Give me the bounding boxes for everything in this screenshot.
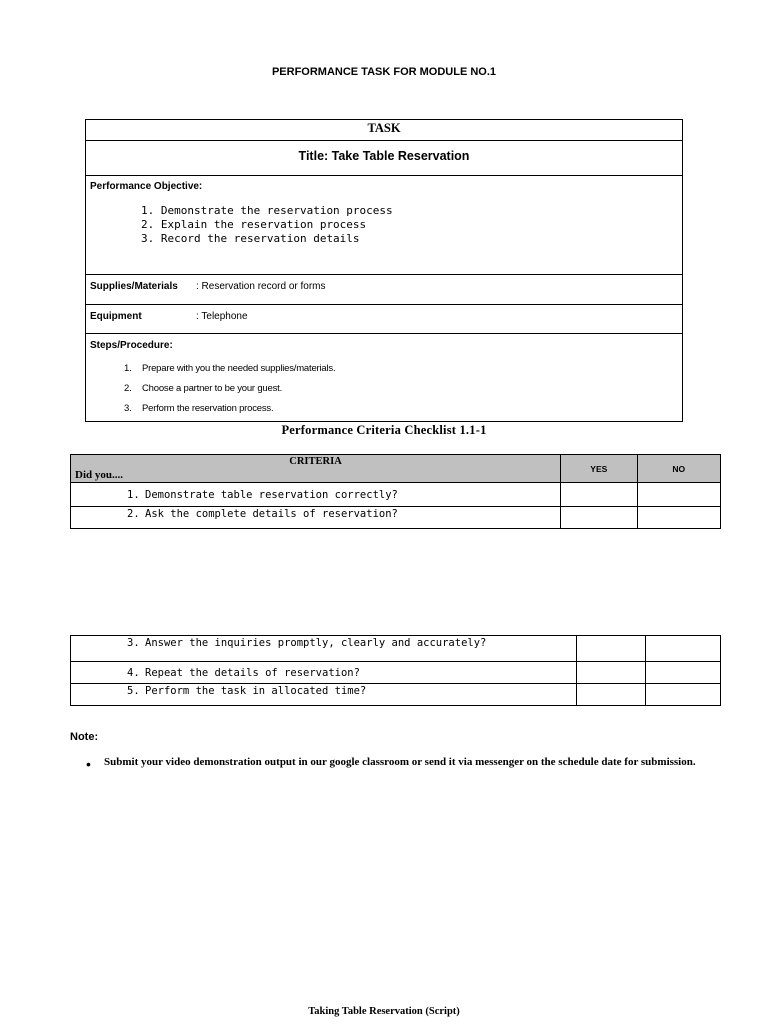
- no-checkbox-cell[interactable]: [637, 507, 720, 529]
- table-header-row: [71, 455, 721, 483]
- yes-header: YES: [561, 455, 638, 483]
- no-checkbox-cell[interactable]: [645, 684, 720, 706]
- equipment-label: Equipment: [90, 311, 142, 322]
- divider: [86, 175, 682, 176]
- criteria-header-cell: [71, 455, 561, 483]
- step-item: 3. Perform the reservation process.: [124, 403, 274, 414]
- objective-item: 1. Demonstrate the reservation process: [141, 204, 393, 217]
- checklist-table: [70, 454, 721, 529]
- task-box: [85, 119, 683, 422]
- divider: [86, 140, 682, 141]
- criteria-cell: 4. Repeat the details of reservation?: [71, 662, 577, 684]
- criteria-header: CRITERIA: [289, 456, 342, 467]
- equipment-value: : Telephone: [196, 311, 248, 322]
- no-checkbox-cell[interactable]: [637, 483, 720, 507]
- supplies-label: Supplies/Materials: [90, 281, 178, 292]
- table-row: [71, 684, 721, 706]
- document-title: PERFORMANCE TASK FOR MODULE NO.1: [271, 66, 497, 78]
- steps-label: Steps/Procedure:: [90, 340, 173, 351]
- supplies-value: : Reservation record or forms: [196, 281, 326, 292]
- table-row: [71, 507, 721, 529]
- task-heading: TASK: [367, 121, 401, 135]
- yes-checkbox-cell[interactable]: [561, 483, 638, 507]
- step-item: 2. Choose a partner to be your guest.: [124, 383, 283, 394]
- did-you-label: Did you....: [75, 469, 123, 481]
- note-label: Note:: [70, 731, 99, 743]
- task-title: Title: Take Table Reservation: [298, 149, 470, 163]
- yes-checkbox-cell[interactable]: [576, 662, 645, 684]
- objective-item: 2. Explain the reservation process: [141, 218, 367, 231]
- bullet-icon: •: [86, 756, 91, 772]
- criteria-cell: 3. Answer the inquiries promptly, clearly and accurately?: [71, 636, 577, 662]
- yes-checkbox-cell[interactable]: [576, 636, 645, 662]
- no-checkbox-cell[interactable]: [645, 662, 720, 684]
- performance-objective-label: Performance Objective:: [90, 181, 203, 192]
- footer-title: Taking Table Reservation (Script): [308, 1006, 460, 1017]
- checklist-title: Performance Criteria Checklist 1.1-1: [281, 423, 487, 437]
- divider: [86, 304, 682, 305]
- note-text: Submit your video demonstration output in our google classroom or send it via messenger on the schedule date for submission.: [104, 756, 696, 768]
- criteria-cell: 2. Ask the complete details of reservation?: [71, 507, 561, 529]
- step-item: 1. Prepare with you the needed supplies/materials.: [124, 363, 336, 374]
- criteria-cell: 5. Perform the task in allocated time?: [71, 684, 577, 706]
- divider: [86, 274, 682, 275]
- no-header: NO: [637, 455, 720, 483]
- no-checkbox-cell[interactable]: [645, 636, 720, 662]
- objective-item: 3. Record the reservation details: [141, 232, 360, 245]
- criteria-cell: 1. Demonstrate table reservation correctly?: [71, 483, 561, 507]
- table-row: [71, 662, 721, 684]
- table-row: [71, 483, 721, 507]
- divider: [86, 333, 682, 334]
- table-row: [71, 636, 721, 662]
- yes-checkbox-cell[interactable]: [561, 507, 638, 529]
- checklist-table-continued: [70, 635, 721, 706]
- yes-checkbox-cell[interactable]: [576, 684, 645, 706]
